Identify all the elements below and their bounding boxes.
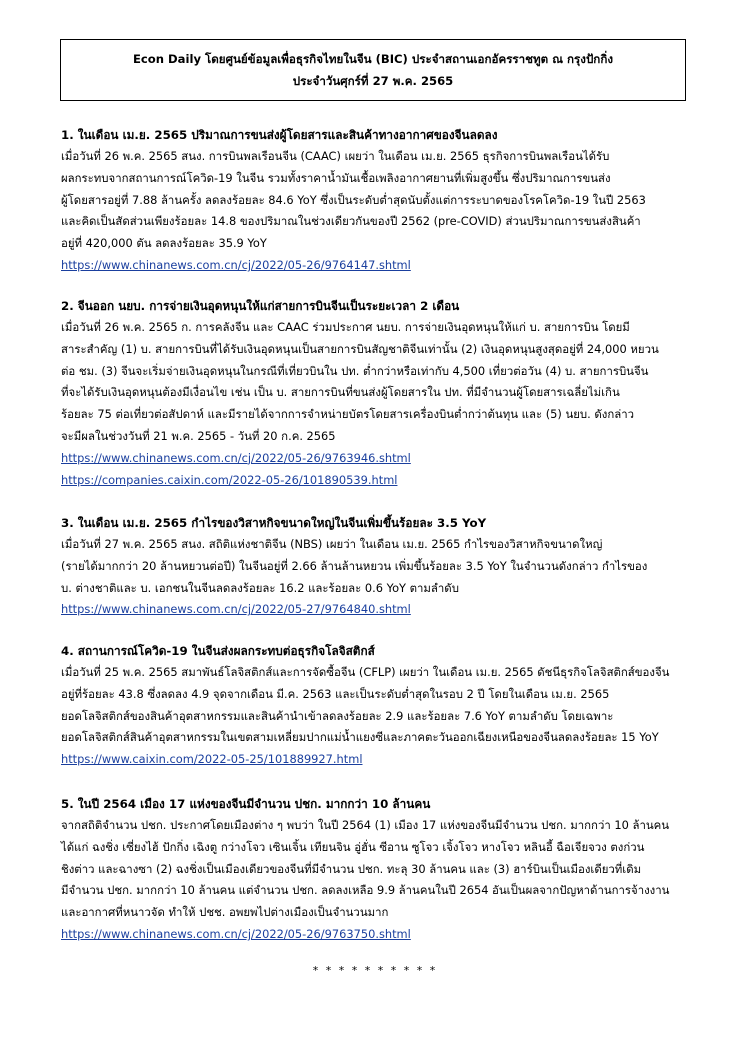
section-text-line: (รายได้มากกว่า 20 ล้านหยวนต่อปี) ในจีนอยู่ที่ 2.66 ล้านล้านหยวน เพิ่มขึ้นร้อยละ 3.5 YoY ในจำนวนดังกล่าว กำไรของ [61, 558, 648, 573]
end-divider: * * * * * * * * * * [312, 964, 438, 977]
section-text-line: เมื่อวันที่ 26 พ.ค. 2565 ก. การคลังจีน และ CAAC ร่วมประกาศ นยบ. การจ่ายเงินอุดหนุนให้แก่ บ. สายการบิน โดยมี [61, 320, 630, 334]
source-link[interactable]: https://www.caixin.com/2022-05-25/101889927.html [61, 752, 363, 767]
section-text-line: เมื่อวันที่ 26 พ.ค. 2565 สนง. การบินพลเรือนจีน (CAAC) เผยว่า ในเดือน เม.ย. 2565 ธุรกิจการบินพลเรือนได้รับ [61, 149, 610, 163]
source-link[interactable]: https://www.chinanews.com.cn/cj/2022/05-27/9764840.shtml [61, 602, 411, 617]
section-text-line: ที่จะได้รับเงินอุดหนุนต้องมีเงื่อนไข เช่น เป็น บ. สายการบินที่ขนส่งผู้โดยสารใน ปท. ที่มีจำนวนผู้โดยสารเฉลี่ยไม่เกิน [61, 385, 620, 400]
section-text-line: มีจำนวน ปชก. มากกว่า 10 ล้านคน แต่จำนวน ปชก. ลดลงเหลือ 9.9 ล้านคนในปี 2654 อันเป็นผลจากปัญหาด้านการจ้างงาน [61, 883, 670, 898]
header-date: ประจำวันศุกร์ที่ 27 พ.ค. 2565 [292, 74, 454, 88]
section-text-line: อยู่ที่ 420,000 ตัน ลดลงร้อยละ 35.9 YoY [61, 236, 267, 251]
source-link[interactable]: https://www.chinanews.com.cn/cj/2022/05-26/9764147.shtml [61, 257, 411, 272]
section-title: 3. ในเดือน เม.ย. 2565 กำไรของวิสาหกิจขนาดใหญ่ในจีนเพิ่มขึ้นร้อยละ 3.5 YoY [61, 516, 487, 530]
section-text-line: และอากาศที่หนาวจัด ทำให้ ปชช. อพยพไปต่างเมืองเป็นจำนวนมาก [61, 905, 389, 920]
section-text-line: อยู่ที่ร้อยละ 43.8 ซึ่งลดลง 4.9 จุดจากเดือน มี.ค. 2563 และเป็นระดับต่ำสุดในรอบ 2 ปี โดยในเดือน เม.ย. 2565 [61, 686, 610, 701]
section-title: 4. สถานการณ์โควิด-19 ในจีนส่งผลกระทบต่อธุรกิจโลจิสติกส์ [61, 644, 375, 658]
news-section-5 [61, 793, 701, 946]
news-section-4 [61, 640, 701, 771]
section-text-line: ร้อยละ 75 ต่อเที่ยวต่อสัปดาห์ และมีรายได้จากการจำหน่ายบัตรโดยสารเครื่องบินต่ำกว่าต้นทุน และ (5) นยบ. ดังกล่าว [61, 407, 635, 422]
news-section-2 [61, 295, 701, 491]
section-text-line: และคิดเป็นสัดส่วนเพียงร้อยละ 14.8 ของปริมาณในช่วงเดียวกันของปี 2562 (pre-COVID) ส่วนปริมาณการขนส่งสินค้า [61, 214, 641, 229]
section-text-line: จะมีผลในช่วงวันที่ 21 พ.ค. 2565 - วันที่ 20 ก.ค. 2565 [61, 428, 336, 443]
source-link[interactable]: https://www.chinanews.com.cn/cj/2022/05-26/9763750.shtml [61, 926, 411, 941]
section-text-line: ยอดโลจิสติกส์สินค้าอุตสาหกรรมในเขตสามเหลี่ยมปากแม่น้ำแยงซีและภาคตะวันออกเฉียงเหนือของจีนลดลงร้อยละ 15 YoY [61, 730, 659, 745]
section-text-line: จากสถิติจำนวน ปชก. ประกาศโดยเมืองต่าง ๆ พบว่า ในปี 2564 (1) เมือง 17 แห่งของจีนมีจำนวน ปชก. มากกว่า 10 ล้านคน [61, 818, 670, 832]
source-link[interactable]: https://companies.caixin.com/2022-05-26/101890539.html [61, 472, 398, 487]
section-text-line: ต่อ ชม. (3) จีนจะเริ่มจ่ายเงินอุดหนุนในกรณีที่เที่ยวบินใน ปท. ต่ำกว่าหรือเท่ากับ 4,500 เที่ยวต่อวัน (4) บ. สายการบินจีน [61, 363, 649, 378]
section-text-line: ผลกระทบจากสถานการณ์โควิด-19 ในจีน รวมทั้งราคาน้ำมันเชื้อเพลิงอากาศยานที่เพิ่มสูงขึ้น ซึ่งปริมาณการขนส่ง [61, 170, 611, 185]
section-text-line: เมื่อวันที่ 27 พ.ค. 2565 สนง. สถิติแห่งชาติจีน (NBS) เผยว่า ในเดือน เม.ย. 2565 กำไรของวิสาหกิจขนาดใหญ่ [61, 537, 603, 551]
document-header [60, 39, 686, 101]
section-text-line: สาระสำคัญ (1) บ. สายการบินที่ได้รับเงินอุดหนุนเป็นสายการบินสัญชาติจีนเท่านั้น (2) เงินอุดหนุนสูงสุดอยู่ที่ 24,000 หยวน [61, 341, 659, 356]
section-title: 1. ในเดือน เม.ย. 2565 ปริมาณการขนส่งผู้โดยสารและสินค้าทางอากาศของจีนลดลง [61, 128, 498, 142]
section-title: 2. จีนออก นยบ. การจ่ายเงินอุดหนุนให้แก่สายการบินจีนเป็นระยะเวลา 2 เดือน [61, 299, 460, 313]
section-text-line: ยอดโลจิสติกส์ของสินค้าอุตสาหกรรมและสินค้านำเข้าลดลงร้อยละ 2.9 และร้อยละ 7.6 YoY ตามลำดับ โดยเฉพาะ [61, 708, 614, 723]
section-text-line: ชิงต่าว และฉางซา (2) ฉงชิ่งเป็นเมืองเดียวของจีนที่มีจำนวน ปชก. ทะลุ 30 ล้านคน และ (3) ฮาร์บินเป็นเมืองเดียวที่เดิม [61, 861, 642, 876]
news-section-3 [61, 512, 701, 621]
source-link[interactable]: https://www.chinanews.com.cn/cj/2022/05-26/9763946.shtml [61, 450, 411, 465]
section-text-line: ได้แก่ ฉงชิ่ง เซี่ยงไฮ้ ปักกิ่ง เฉิงตู กว่างโจว เซินเจิ้น เทียนจิน อู่ฮั่น ซีอาน ซูโจว เจิ้งโจว หางโจว หลินอี้ ฉือเจียจวง ตงก่วน [61, 839, 645, 854]
section-text-line: บ. ต่างชาติและ บ. เอกชนในจีนลดลงร้อยละ 16.2 และร้อยละ 0.6 YoY ตามลำดับ [61, 580, 459, 595]
section-text-line: ผู้โดยสารอยู่ที่ 7.88 ล้านครั้ง ลดลงร้อยละ 84.6 YoY ซึ่งเป็นระดับต่ำสุดนับตั้งแต่การระบาดของโรคโควิด-19 ในปี 2563 [61, 192, 646, 207]
section-text-line: เมื่อวันที่ 25 พ.ค. 2565 สมาพันธ์โลจิสติกส์และการจัดซื้อจีน (CFLP) เผยว่า ในเดือน เม.ย. 2565 ดัชนีธุรกิจโลจิสติกส์ของจีน [61, 665, 670, 679]
section-title: 5. ในปี 2564 เมือง 17 แห่งของจีนมีจำนวน ปชก. มากกว่า 10 ล้านคน [61, 797, 431, 811]
news-section-1 [61, 124, 701, 277]
header-title: Econ Daily โดยศูนย์ข้อมูลเพื่อธุรกิจไทยในจีน (BIC) ประจำสถานเอกอัครราชทูต ณ กรุงปักกิ่ง [133, 52, 613, 66]
